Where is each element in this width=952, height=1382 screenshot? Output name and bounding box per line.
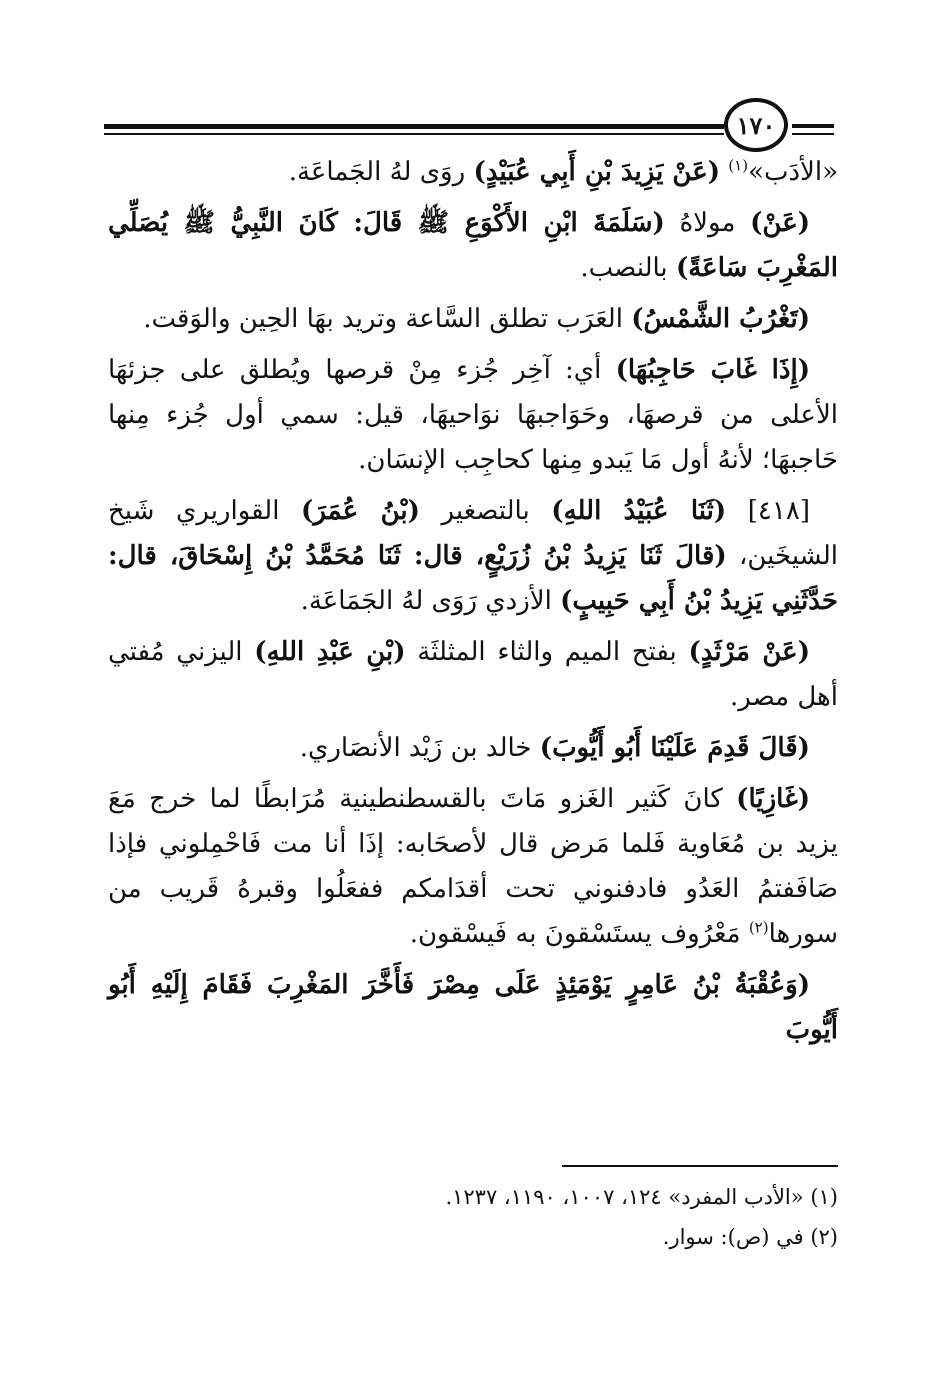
- paragraph-p4: [108, 348, 838, 483]
- quoted-hadith-text: (قَالَ قَدِمَ عَلَيْنَا أَبُو أَيُّوبَ): [539, 733, 810, 763]
- quoted-hadith-text: (غَازِيًا): [736, 784, 810, 814]
- footnote-2: [108, 1222, 838, 1252]
- commentary-text: روَى لهُ الجَماعَة.: [288, 157, 474, 187]
- paragraph-p8: [108, 777, 838, 957]
- quoted-hadith-text: (ثَنَا عُبَيْدُ اللهِ): [551, 496, 727, 526]
- quoted-hadith-text: (عَنْ مَرْثَدٍ): [688, 637, 810, 667]
- quoted-hadith-text: (سَلَمَةَ ابْنِ الأَكْوَعِ ﷺ قَالَ: كَانَ النَّبِيُّ ﷺ يُصَلِّي المَغْرِبَ سَاعَةً): [108, 208, 838, 283]
- footnote-1: [108, 1182, 838, 1212]
- footnote-text: «الأدب المفرد» ١٢٤، ١٠٠٧، ١١٩٠، ١٢٣٧.: [445, 1185, 804, 1209]
- commentary-text: بالتصغير: [419, 496, 552, 526]
- commentary-text: مَعْرُوف يستَسْقونَ به فَيسْقون.: [409, 919, 749, 949]
- commentary-text: القواريري شَيخ الشيخَين،: [108, 496, 839, 571]
- body-text: [108, 150, 838, 1053]
- paragraph-p1: [108, 150, 838, 195]
- paragraph-p5: [108, 489, 838, 624]
- header-rule-right-thick: [792, 124, 834, 128]
- paragraph-p3: [108, 297, 838, 342]
- page-header: [104, 104, 834, 144]
- footnote-text: في (ص): سوار.: [662, 1225, 804, 1249]
- commentary-text: خالد بن زَيْد الأنصَاري.: [299, 733, 540, 763]
- footnote-rule: [562, 1165, 838, 1167]
- commentary-text: [٤١٨]: [726, 496, 810, 526]
- paragraph-p2: [108, 201, 838, 291]
- paragraph-p9: [108, 963, 838, 1053]
- commentary-text: مولاهُ: [664, 208, 751, 238]
- footnote-number: (١): [810, 1185, 838, 1209]
- quoted-hadith-text: (عَنْ يَزِيدَ بْنِ أَبِي عُبَيْدٍ): [473, 157, 721, 187]
- quoted-hadith-text: (بْنُ عُمَرَ): [301, 496, 420, 526]
- footnote-marker: (١): [728, 156, 749, 175]
- commentary-text: أي: آخِر جُزء مِنْ قرصها ويُطلق على جزئهَا الأعلى من قرصهَا، وحَوَاجبهَا نوَاحيهَا، قيل: سمي أول جُزء مِنها حَاجبهَا؛ لأنهُ أول مَا يَبدو مِنها كحاجِب الإنسَان.: [108, 355, 838, 475]
- header-rule-thick: [104, 124, 724, 129]
- footnote-marker: (٢): [748, 918, 769, 937]
- quoted-hadith-text: (عَنْ): [750, 208, 811, 238]
- quoted-hadith-text: (إِذَا غَابَ حَاجِبُهَا): [615, 355, 811, 385]
- quoted-hadith-text: (تَغْرُبُ الشَّمْسُ): [631, 304, 810, 334]
- commentary-text: «الأدَب»: [748, 157, 838, 187]
- quoted-hadith-text: (وَعُقْبَةُ بْنُ عَامِرٍ يَوْمَئِذٍ عَلَى مِصْرَ فَأَخَّرَ المَغْرِبَ فَقَامَ إِلَيْهِ أَبُو أَيُّوبَ: [108, 970, 838, 1045]
- quoted-hadith-text: (قالَ ثَنَا يَزِيدُ بْنُ زُرَيْعٍ، قال: ثَنَا مُحَمَّدُ بْنُ إِسْحَاقَ، قال: حَدَّثَنِي يَزِيدُ بْنُ أَبِي حَبِيبٍ): [108, 541, 838, 616]
- commentary-text: العَرَب تطلق السَّاعة وتريد بهَا الحِين والوَقت.: [143, 304, 632, 334]
- header-rule-right-thin: [792, 133, 834, 135]
- commentary-text: كانَ كَثير الغَزو مَاتَ بالقسطنطينية مُرَابطًا لما خرج مَعَ يزيد بن مُعَاوية فَلما مَرض قال لأصحَابه: إذَا أنا مت فَاحْمِلوني فإذا صَافَفتمُ العَدُو فادفنوني تحت أقدَامكم ففعَلُوا وقبرهُ قَريب من سورها: [108, 784, 838, 949]
- paragraph-p6: [108, 630, 838, 720]
- commentary-text: اليزني مُفتي أهل مصر.: [108, 637, 838, 712]
- footnote-number: (٢): [810, 1225, 838, 1249]
- commentary-text: بفتح الميم والثاء المثلثَة: [405, 637, 689, 667]
- commentary-text: بالنصب.: [580, 253, 676, 283]
- commentary-text: الأزدي رَوَى لهُ الجَمَاعَة.: [300, 586, 561, 616]
- quoted-hadith-text: (بْنِ عَبْدِ اللهِ): [254, 637, 406, 667]
- footnotes: [108, 1172, 838, 1252]
- page-number: ١٧٠: [724, 98, 788, 152]
- paragraph-p7: [108, 726, 838, 771]
- header-rule-thin: [104, 133, 724, 135]
